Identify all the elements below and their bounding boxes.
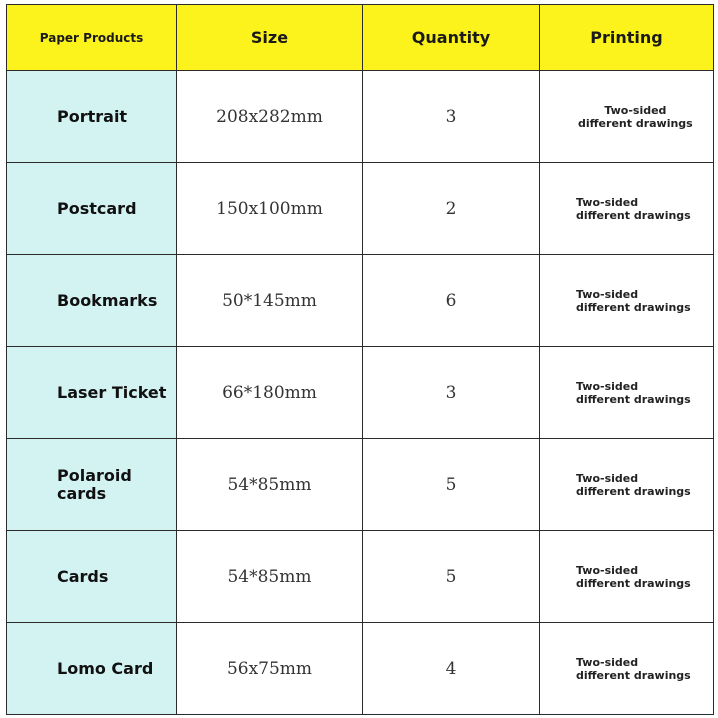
quantity-value: 4 <box>363 623 540 715</box>
printing-line-1: Two-sided <box>576 471 639 485</box>
quantity-value: 5 <box>363 439 540 531</box>
size-value: 66*180mm <box>177 347 363 439</box>
printing-value <box>540 347 714 439</box>
table-row <box>7 347 714 439</box>
printing-line-1: Two-sided <box>576 655 639 669</box>
table-row <box>7 623 714 715</box>
size-value: 208x282mm <box>177 71 363 163</box>
table-row <box>7 531 714 623</box>
table-row <box>7 71 714 163</box>
quantity-value: 3 <box>363 71 540 163</box>
paper-products-table <box>6 4 714 715</box>
size-value: 56x75mm <box>177 623 363 715</box>
header-size: Size <box>177 5 363 71</box>
table-row <box>7 439 714 531</box>
printing-line-2: different drawings <box>576 484 691 498</box>
size-value: 54*85mm <box>177 531 363 623</box>
product-name <box>7 439 177 531</box>
product-name: Lomo Card <box>7 623 177 715</box>
quantity-value: 5 <box>363 531 540 623</box>
printing-value <box>540 623 714 715</box>
printing-value <box>540 255 714 347</box>
printing-line-2: different drawings <box>576 576 691 590</box>
printing-line-1: Two-sided <box>604 103 667 117</box>
table-row <box>7 255 714 347</box>
product-name: Postcard <box>7 163 177 255</box>
printing-line-1: Two-sided <box>576 563 639 577</box>
size-value: 50*145mm <box>177 255 363 347</box>
quantity-value: 2 <box>363 163 540 255</box>
printing-value <box>540 531 714 623</box>
printing-line-2: different drawings <box>578 116 693 130</box>
printing-line-1: Two-sided <box>576 379 639 393</box>
header-paper-products: Paper Products <box>7 5 177 71</box>
product-name: Portrait <box>7 71 177 163</box>
product-name-text: Polaroid cards <box>57 465 132 503</box>
printing-line-1: Two-sided <box>576 195 639 209</box>
printing-line-2: different drawings <box>576 300 691 314</box>
quantity-value: 3 <box>363 347 540 439</box>
product-name: Bookmarks <box>7 255 177 347</box>
header-row <box>7 5 714 71</box>
printing-line-2: different drawings <box>576 668 691 682</box>
printing-line-2: different drawings <box>576 392 691 406</box>
quantity-value: 6 <box>363 255 540 347</box>
printing-value <box>540 163 714 255</box>
size-value: 150x100mm <box>177 163 363 255</box>
product-name: Laser Ticket <box>7 347 177 439</box>
printing-line-2: different drawings <box>576 208 691 222</box>
product-name: Cards <box>7 531 177 623</box>
printing-value <box>540 439 714 531</box>
printing-value <box>540 71 714 163</box>
table-row <box>7 163 714 255</box>
header-printing: Printing <box>540 5 714 71</box>
printing-line-1: Two-sided <box>576 287 639 301</box>
header-quantity: Quantity <box>363 5 540 71</box>
size-value: 54*85mm <box>177 439 363 531</box>
